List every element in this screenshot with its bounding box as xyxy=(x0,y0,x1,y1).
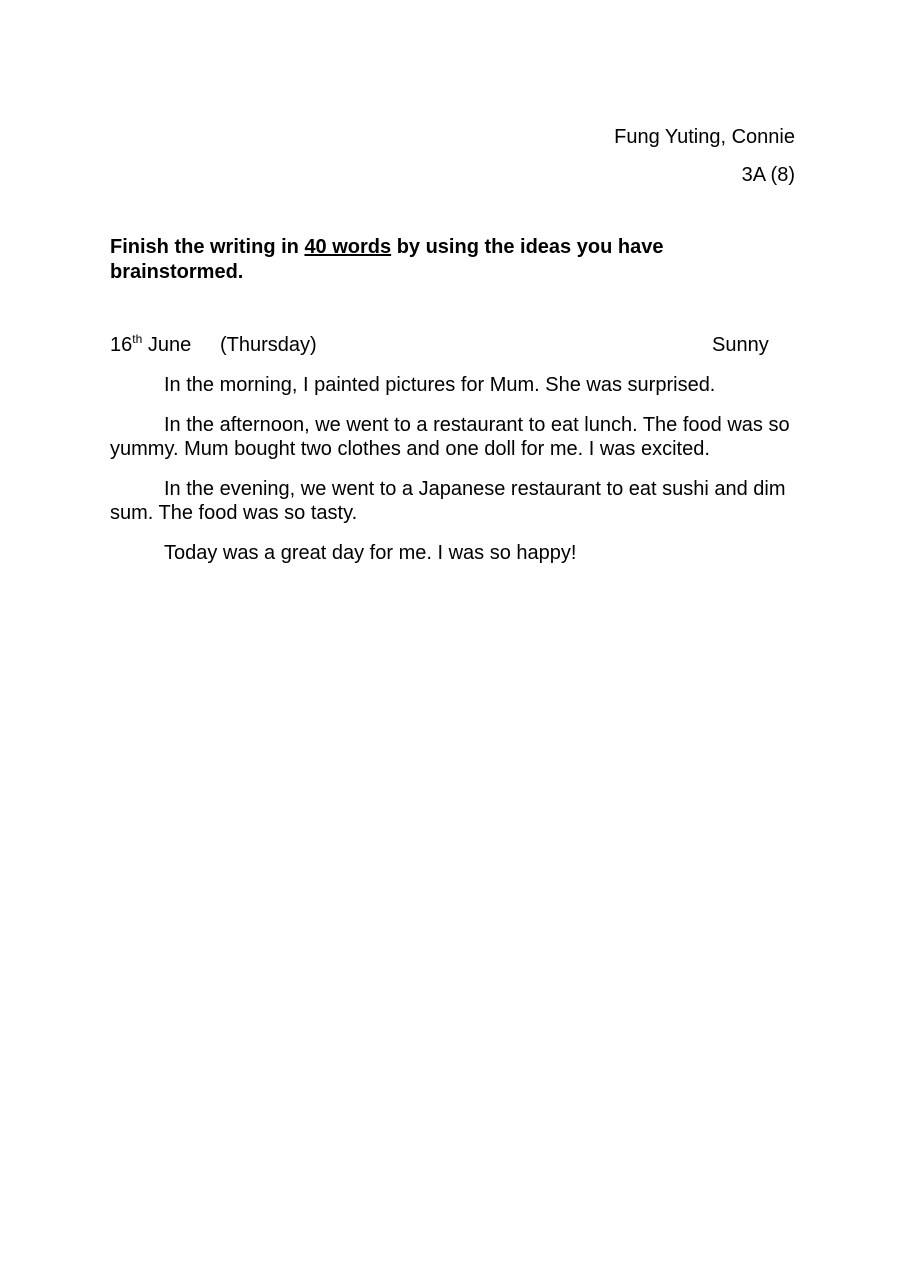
date-month: June xyxy=(142,334,192,356)
paragraph-afternoon: In the afternoon, we went to a restaurant to eat lunch. The food was so yummy. Mum bought two clothes and one doll for me. I was excited. xyxy=(110,414,790,460)
entry-weekday: (Thursday) xyxy=(220,334,317,356)
entry-weather: Sunny xyxy=(712,334,769,356)
entry-date xyxy=(110,333,191,357)
paragraph-morning: In the morning, I painted pictures for Mum. She was surprised. xyxy=(164,374,716,396)
instruction-text-end: by using the ideas you have brainstormed. xyxy=(110,236,664,283)
paragraph-conclusion: Today was a great day for me. I was so happy! xyxy=(164,542,577,564)
entry-header xyxy=(110,333,790,359)
student-info xyxy=(614,118,795,194)
diary-entry xyxy=(110,333,790,581)
word-count-emphasis: 40 words xyxy=(304,236,392,258)
student-class: 3A (8) xyxy=(741,164,795,186)
paragraph-evening: In the evening, we went to a Japanese restaurant to eat sushi and dim sum. The food was so tasty. xyxy=(110,478,786,524)
student-name: Fung Yuting, Connie xyxy=(614,126,795,148)
date-suffix: th xyxy=(132,332,143,346)
instruction-text-start: Finish the writing in xyxy=(110,236,305,258)
date-day: 16 xyxy=(110,334,133,356)
task-instruction xyxy=(110,235,750,285)
